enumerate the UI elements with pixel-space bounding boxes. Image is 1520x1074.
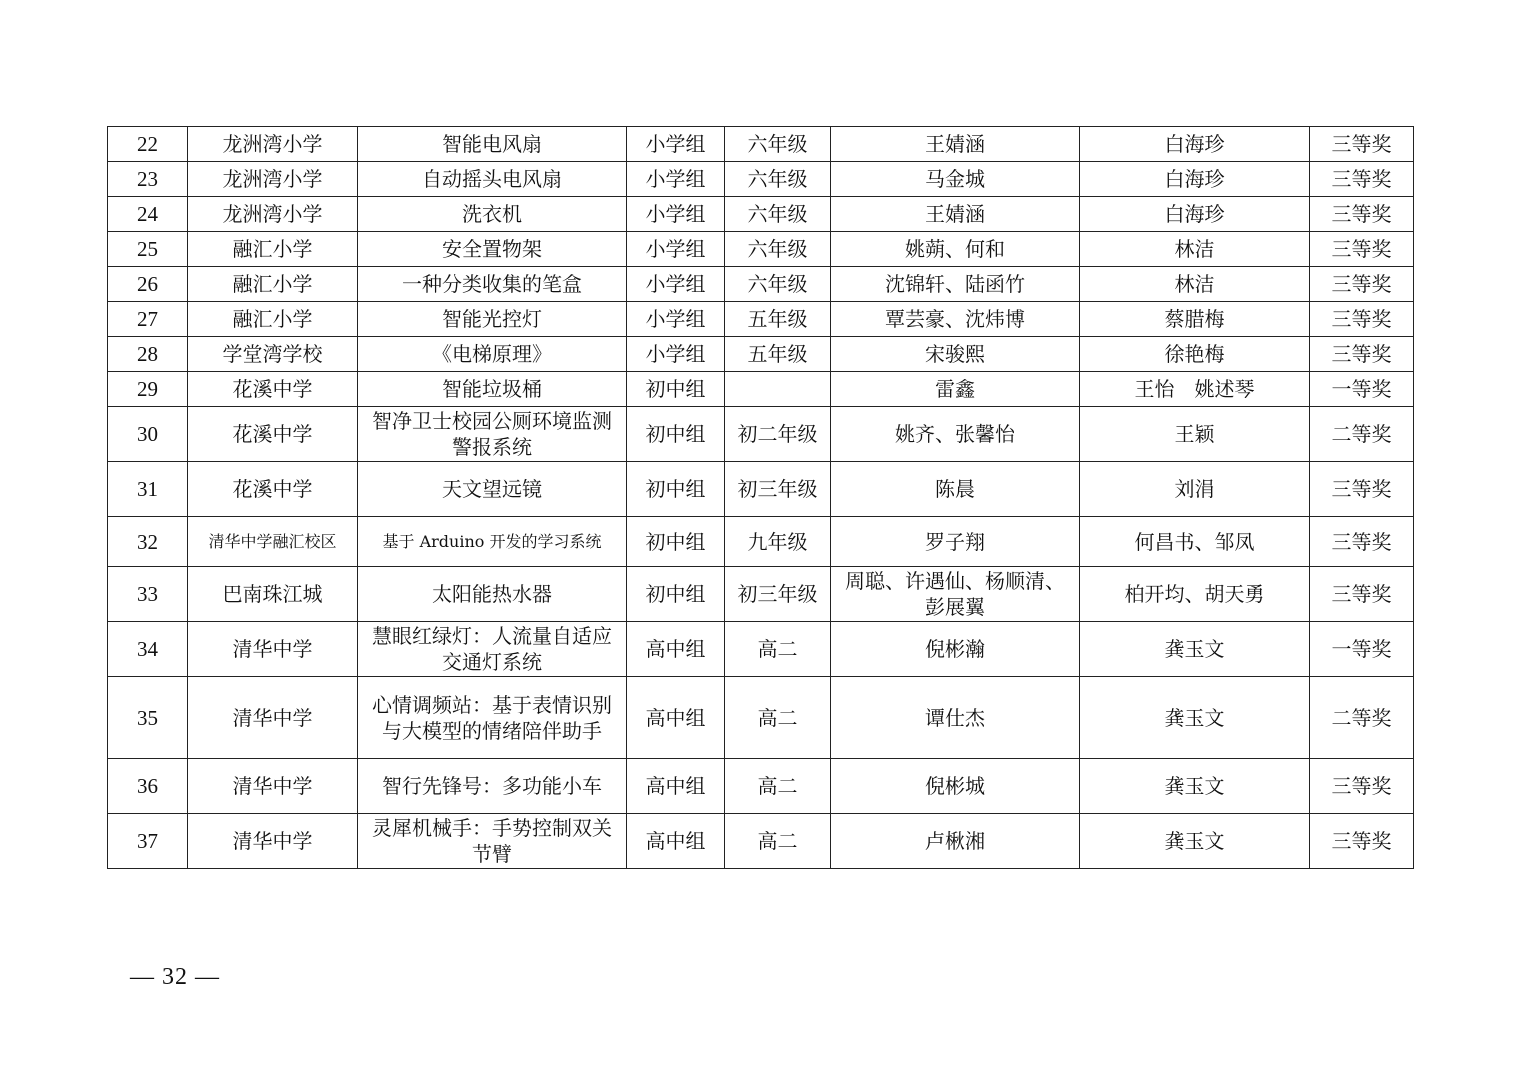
cell-grade: 六年级 <box>725 162 831 197</box>
cell-grade: 五年级 <box>725 337 831 372</box>
cell-award: 三等奖 <box>1310 162 1414 197</box>
cell-entry-number: 26 <box>108 267 188 302</box>
table-row <box>108 517 1414 567</box>
cell-award: 三等奖 <box>1310 267 1414 302</box>
cell-students: 倪彬瀚 <box>831 622 1080 677</box>
cell-entry-number: 24 <box>108 197 188 232</box>
cell-advisors: 何昌书、邹凤 <box>1080 517 1310 567</box>
cell-entry-number: 28 <box>108 337 188 372</box>
cell-group: 初中组 <box>627 372 725 407</box>
cell-entry-number: 32 <box>108 517 188 567</box>
cell-project-name: 心情调频站：基于表情识别与大模型的情绪陪伴助手 <box>358 677 627 759</box>
table-row <box>108 337 1414 372</box>
table-row <box>108 197 1414 232</box>
cell-award: 三等奖 <box>1310 337 1414 372</box>
cell-school: 融汇小学 <box>188 302 358 337</box>
cell-students: 王婧涵 <box>831 127 1080 162</box>
cell-award: 一等奖 <box>1310 372 1414 407</box>
cell-group: 小学组 <box>627 267 725 302</box>
cell-grade: 高二 <box>725 759 831 814</box>
cell-advisors: 白海珍 <box>1080 162 1310 197</box>
cell-school: 花溪中学 <box>188 407 358 462</box>
cell-entry-number: 33 <box>108 567 188 622</box>
cell-grade <box>725 372 831 407</box>
cell-school: 花溪中学 <box>188 372 358 407</box>
table-row <box>108 302 1414 337</box>
cell-entry-number: 25 <box>108 232 188 267</box>
cell-advisors: 徐艳梅 <box>1080 337 1310 372</box>
cell-project-name: 基于 Arduino 开发的学习系统 <box>358 517 627 567</box>
cell-award: 三等奖 <box>1310 127 1414 162</box>
cell-project-name: 《电梯原理》 <box>358 337 627 372</box>
table-row <box>108 232 1414 267</box>
cell-advisors: 白海珍 <box>1080 197 1310 232</box>
cell-entry-number: 22 <box>108 127 188 162</box>
cell-grade: 初二年级 <box>725 407 831 462</box>
cell-school: 清华中学融汇校区 <box>188 517 358 567</box>
cell-school: 学堂湾学校 <box>188 337 358 372</box>
cell-group: 高中组 <box>627 677 725 759</box>
cell-students: 沈锦轩、陆函竹 <box>831 267 1080 302</box>
table-row <box>108 162 1414 197</box>
cell-grade: 六年级 <box>725 197 831 232</box>
cell-students: 姚齐、张馨怡 <box>831 407 1080 462</box>
table-row <box>108 462 1414 517</box>
cell-students: 谭仕杰 <box>831 677 1080 759</box>
cell-entry-number: 35 <box>108 677 188 759</box>
cell-school: 清华中学 <box>188 677 358 759</box>
awards-table-body <box>108 127 1414 869</box>
cell-school: 融汇小学 <box>188 267 358 302</box>
cell-school: 清华中学 <box>188 759 358 814</box>
cell-entry-number: 30 <box>108 407 188 462</box>
table-row <box>108 372 1414 407</box>
cell-entry-number: 36 <box>108 759 188 814</box>
table-row <box>108 622 1414 677</box>
cell-advisors: 龚玉文 <box>1080 622 1310 677</box>
awards-table <box>107 126 1414 869</box>
cell-school: 龙洲湾小学 <box>188 197 358 232</box>
cell-award: 三等奖 <box>1310 814 1414 869</box>
cell-project-name: 一种分类收集的笔盒 <box>358 267 627 302</box>
cell-school: 融汇小学 <box>188 232 358 267</box>
cell-project-name: 安全置物架 <box>358 232 627 267</box>
cell-project-name: 智能光控灯 <box>358 302 627 337</box>
table-row <box>108 759 1414 814</box>
cell-project-name: 智行先锋号：多功能小车 <box>358 759 627 814</box>
cell-grade: 高二 <box>725 814 831 869</box>
cell-grade: 六年级 <box>725 267 831 302</box>
cell-students: 陈晨 <box>831 462 1080 517</box>
cell-advisors: 白海珍 <box>1080 127 1310 162</box>
cell-group: 初中组 <box>627 517 725 567</box>
cell-award: 三等奖 <box>1310 567 1414 622</box>
cell-advisors: 林洁 <box>1080 232 1310 267</box>
cell-project-name: 自动摇头电风扇 <box>358 162 627 197</box>
cell-group: 高中组 <box>627 814 725 869</box>
cell-project-name: 灵犀机械手：手势控制双关节臂 <box>358 814 627 869</box>
cell-school: 龙洲湾小学 <box>188 127 358 162</box>
cell-advisors: 王怡 姚述琴 <box>1080 372 1310 407</box>
cell-entry-number: 34 <box>108 622 188 677</box>
cell-group: 小学组 <box>627 127 725 162</box>
cell-group: 初中组 <box>627 462 725 517</box>
cell-students: 马金城 <box>831 162 1080 197</box>
cell-advisors: 蔡腊梅 <box>1080 302 1310 337</box>
cell-school: 龙洲湾小学 <box>188 162 358 197</box>
cell-award: 三等奖 <box>1310 232 1414 267</box>
cell-advisors: 龚玉文 <box>1080 677 1310 759</box>
cell-award: 三等奖 <box>1310 462 1414 517</box>
cell-award: 三等奖 <box>1310 759 1414 814</box>
cell-group: 小学组 <box>627 197 725 232</box>
cell-group: 高中组 <box>627 759 725 814</box>
cell-grade: 六年级 <box>725 232 831 267</box>
cell-entry-number: 31 <box>108 462 188 517</box>
cell-students: 覃芸豪、沈炜博 <box>831 302 1080 337</box>
cell-project-name: 慧眼红绿灯：人流量自适应交通灯系统 <box>358 622 627 677</box>
cell-group: 高中组 <box>627 622 725 677</box>
cell-students: 宋骏熙 <box>831 337 1080 372</box>
table-row <box>108 127 1414 162</box>
cell-advisors: 龚玉文 <box>1080 814 1310 869</box>
table-row <box>108 814 1414 869</box>
cell-students: 姚蒴、何和 <box>831 232 1080 267</box>
cell-entry-number: 29 <box>108 372 188 407</box>
cell-grade: 高二 <box>725 622 831 677</box>
cell-entry-number: 23 <box>108 162 188 197</box>
cell-school: 清华中学 <box>188 622 358 677</box>
cell-school: 巴南珠江城 <box>188 567 358 622</box>
cell-project-name: 洗衣机 <box>358 197 627 232</box>
table-row <box>108 677 1414 759</box>
table-row <box>108 567 1414 622</box>
cell-school: 花溪中学 <box>188 462 358 517</box>
cell-grade: 初三年级 <box>725 567 831 622</box>
cell-project-name: 智净卫士校园公厕环境监测警报系统 <box>358 407 627 462</box>
cell-grade: 五年级 <box>725 302 831 337</box>
cell-project-name: 智能垃圾桶 <box>358 372 627 407</box>
cell-advisors: 龚玉文 <box>1080 759 1310 814</box>
cell-entry-number: 37 <box>108 814 188 869</box>
cell-group: 小学组 <box>627 232 725 267</box>
cell-advisors: 王颖 <box>1080 407 1310 462</box>
cell-group: 小学组 <box>627 162 725 197</box>
cell-students: 雷鑫 <box>831 372 1080 407</box>
cell-project-name: 智能电风扇 <box>358 127 627 162</box>
cell-students: 倪彬城 <box>831 759 1080 814</box>
table-row <box>108 407 1414 462</box>
cell-advisors: 柏开均、胡天勇 <box>1080 567 1310 622</box>
cell-group: 初中组 <box>627 407 725 462</box>
table-row <box>108 267 1414 302</box>
cell-grade: 高二 <box>725 677 831 759</box>
cell-students: 周聪、许遇仙、杨顺清、彭展翼 <box>831 567 1080 622</box>
cell-students: 王婧涵 <box>831 197 1080 232</box>
cell-award: 三等奖 <box>1310 302 1414 337</box>
cell-entry-number: 27 <box>108 302 188 337</box>
cell-group: 初中组 <box>627 567 725 622</box>
cell-grade: 六年级 <box>725 127 831 162</box>
cell-advisors: 刘涓 <box>1080 462 1310 517</box>
cell-grade: 初三年级 <box>725 462 831 517</box>
cell-group: 小学组 <box>627 337 725 372</box>
cell-award: 二等奖 <box>1310 677 1414 759</box>
cell-award: 二等奖 <box>1310 407 1414 462</box>
cell-award: 三等奖 <box>1310 197 1414 232</box>
cell-award: 三等奖 <box>1310 517 1414 567</box>
cell-project-name: 太阳能热水器 <box>358 567 627 622</box>
cell-school: 清华中学 <box>188 814 358 869</box>
cell-grade: 九年级 <box>725 517 831 567</box>
cell-advisors: 林洁 <box>1080 267 1310 302</box>
cell-students: 卢楸湘 <box>831 814 1080 869</box>
cell-students: 罗子翔 <box>831 517 1080 567</box>
cell-group: 小学组 <box>627 302 725 337</box>
page-number: — 32 — <box>130 964 220 990</box>
cell-award: 一等奖 <box>1310 622 1414 677</box>
cell-project-name: 天文望远镜 <box>358 462 627 517</box>
